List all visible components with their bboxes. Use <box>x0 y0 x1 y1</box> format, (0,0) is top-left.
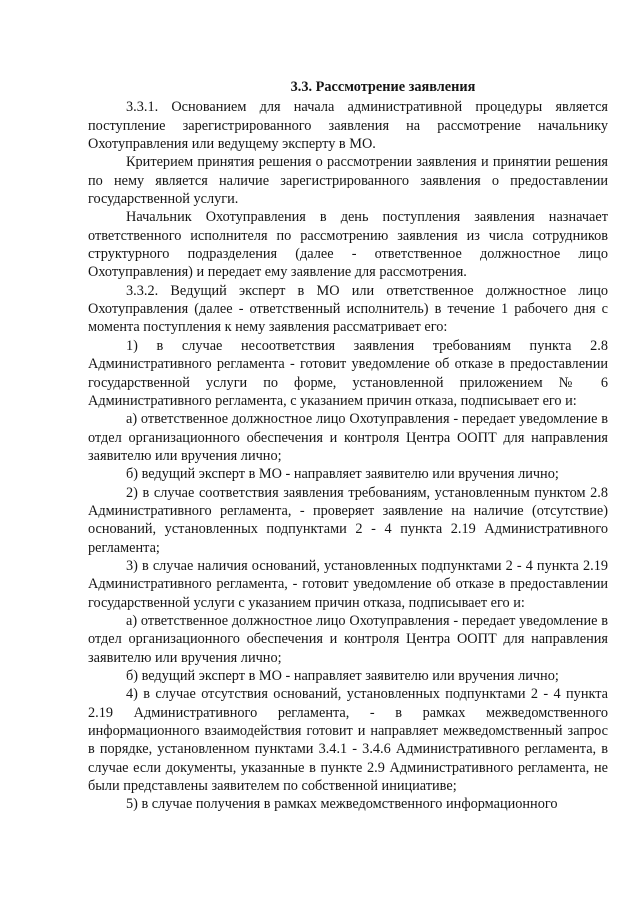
paragraph-item-4: 4) в случае отсутствия оснований, установленных подпунктами 2 - 4 пункта 2.19 Административного регламента, - в рамках межведомственного информационного взаимодействия готовит и направляет межведомственный запрос в порядке, установленном пунктами 3.4.1 - 3.4.6 Административного регламента, в случае если документы, указанные в пункте 2.9 Административного регламента, не были представлены заявителем по собственной инициативе; <box>88 686 608 795</box>
paragraph-item-5: 5) в случае получения в рамках межведомственного информационного <box>126 796 558 813</box>
paragraph-3-3-1: 3.3.1. Основанием для начала административной процедуры является поступление зарегистрированного заявления на рассмотрение начальнику Охотуправления или ведущему эксперту в МО. <box>88 99 608 153</box>
paragraph-item-1: 1) в случае несоответствия заявления требованиям пункта 2.8 Административного регламента - готовит уведомление об отказе в предоставлении государственной услуги по форме, установленной приложением № 6 Административного регламента, с указанием причин отказа, подписывает его и: <box>88 337 608 409</box>
paragraph-criterion: Критерием принятия решения о рассмотрении заявления и принятии решения по нему является наличие зарегистрированного заявления о предоставлении государственной услуги. <box>88 154 608 208</box>
paragraph-item-1-b: б) ведущий эксперт в МО - направляет заявителю или вручения лично; <box>126 466 559 483</box>
document-page <box>88 78 608 814</box>
paragraph-3-3-2: 3.3.2. Ведущий эксперт в МО или ответственное должностное лицо Охотуправления (далее - ответственный исполнитель) в течение 1 рабочего дня с момента поступления к нему заявления рассматривает его: <box>88 282 608 336</box>
paragraph-item-3: 3) в случае наличия оснований, установленных подпунктами 2 - 4 пункта 2.19 Административного регламента, - готовит уведомление об отказе в предоставлении государственной услуги с указанием причин отказа, подписывает его и: <box>88 557 608 611</box>
section-heading: 3.3. Рассмотрение заявления <box>290 79 476 95</box>
paragraph-item-1-a: а) ответственное должностное лицо Охотуправления - передает уведомление в отдел организационного обеспечения и контроля Центра ООПТ для направления заявителю или вручения лично; <box>88 411 608 464</box>
paragraph-item-2: 2) в случае соответствия заявления требованиям, установленным пунктом 2.8 Административного регламента, - проверяет заявление на наличие (отсутствие) оснований, установленных подпунктами 2 - 4 пункта 2.19 Административного регламента; <box>88 484 608 556</box>
paragraph-head-assigns: Начальник Охотуправления в день поступления заявления назначает ответственного исполнителя по рассмотрению заявления из числа сотрудников структурного подразделения (далее - ответственное должностное лицо Охотуправления) и передает ему заявление для рассмотрения. <box>88 209 608 281</box>
paragraph-item-3-b: б) ведущий эксперт в МО - направляет заявителю или вручения лично; <box>126 668 559 684</box>
paragraph-item-3-a: а) ответственное должностное лицо Охотуправления - передает уведомление в отдел организационного обеспечения и контроля Центра ООПТ для направления заявителю или вручения лично; <box>88 612 608 666</box>
